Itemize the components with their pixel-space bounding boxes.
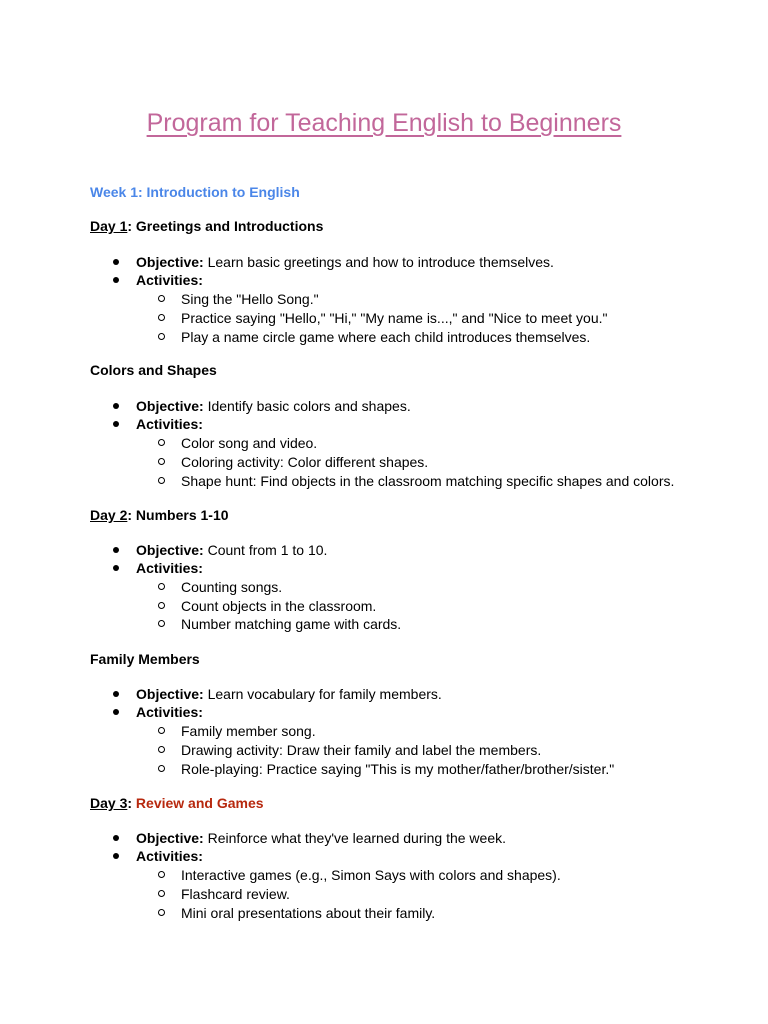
objective-item bbox=[136, 686, 442, 702]
bullet-icon bbox=[113, 277, 119, 283]
heading-separator: : bbox=[127, 795, 136, 811]
bullet-icon bbox=[113, 403, 119, 409]
day-label: Day 3 bbox=[90, 795, 128, 811]
objective-text: Identify basic colors and shapes. bbox=[203, 398, 411, 414]
objective-text: Reinforce what they've learned during the week. bbox=[203, 830, 506, 846]
section-heading-day-2 bbox=[90, 507, 229, 523]
bullet-icon bbox=[113, 259, 119, 265]
hollow-bullet-icon bbox=[158, 765, 165, 772]
objective-label: Objective: bbox=[136, 686, 204, 702]
bullet-icon bbox=[113, 421, 119, 427]
objective-item bbox=[136, 830, 506, 846]
hollow-bullet-icon bbox=[158, 458, 165, 465]
heading-title: Family Members bbox=[90, 651, 200, 667]
activities-label: Activities: bbox=[136, 704, 203, 720]
bullet-icon bbox=[113, 709, 119, 715]
activity-item: Count objects in the classroom. bbox=[181, 598, 377, 614]
heading-separator: : bbox=[127, 507, 136, 523]
hollow-bullet-icon bbox=[158, 583, 165, 590]
hollow-bullet-icon bbox=[158, 727, 165, 734]
activity-item: Mini oral presentations about their family. bbox=[181, 905, 436, 921]
hollow-bullet-icon bbox=[158, 871, 165, 878]
hollow-bullet-icon bbox=[158, 477, 165, 484]
hollow-bullet-icon bbox=[158, 602, 165, 609]
objective-item bbox=[136, 398, 411, 414]
heading-title: Greetings and Introductions bbox=[135, 218, 324, 234]
section-heading-colors-shapes bbox=[90, 362, 217, 378]
objective-item bbox=[136, 542, 327, 558]
objective-item bbox=[136, 254, 554, 270]
activity-item: Number matching game with cards. bbox=[181, 616, 402, 632]
activity-item: Color song and video. bbox=[181, 435, 318, 451]
heading-title: Colors and Shapes bbox=[90, 362, 217, 378]
heading-separator: : bbox=[127, 218, 136, 234]
activities-label: Activities: bbox=[136, 560, 203, 576]
objective-text: Learn vocabulary for family members. bbox=[203, 686, 442, 702]
activity-item: Drawing activity: Draw their family and label the members. bbox=[181, 742, 542, 758]
heading-title: Numbers 1-10 bbox=[135, 507, 229, 523]
activity-item: Coloring activity: Color different shapes. bbox=[181, 454, 429, 470]
objective-label: Objective: bbox=[136, 542, 204, 558]
section-heading-family-members bbox=[90, 651, 200, 667]
objective-label: Objective: bbox=[136, 830, 204, 846]
day-label: Day 2 bbox=[90, 507, 128, 523]
activity-item: Role-playing: Practice saying "This is my mother/father/brother/sister." bbox=[181, 761, 615, 777]
day-label: Day 1 bbox=[90, 218, 128, 234]
hollow-bullet-icon bbox=[158, 746, 165, 753]
objective-label: Objective: bbox=[136, 398, 204, 414]
objective-text: Learn basic greetings and how to introduce themselves. bbox=[203, 254, 554, 270]
activities-label: Activities: bbox=[136, 416, 203, 432]
activity-item: Shape hunt: Find objects in the classroom matching specific shapes and colors. bbox=[181, 473, 675, 489]
heading-title: Review and Games bbox=[135, 795, 264, 811]
hollow-bullet-icon bbox=[158, 890, 165, 897]
document-title: Program for Teaching English to Beginners bbox=[146, 109, 622, 137]
hollow-bullet-icon bbox=[158, 295, 165, 302]
bullet-icon bbox=[113, 853, 119, 859]
activity-item: Counting songs. bbox=[181, 579, 283, 595]
hollow-bullet-icon bbox=[158, 909, 165, 916]
activities-label: Activities: bbox=[136, 848, 203, 864]
hollow-bullet-icon bbox=[158, 314, 165, 321]
objective-label: Objective: bbox=[136, 254, 204, 270]
bullet-icon bbox=[113, 547, 119, 553]
hollow-bullet-icon bbox=[158, 620, 165, 627]
bullet-icon bbox=[113, 835, 119, 841]
activity-item: Interactive games (e.g., Simon Says with colors and shapes). bbox=[181, 867, 561, 883]
activities-label: Activities: bbox=[136, 272, 203, 288]
week-heading: Week 1: Introduction to English bbox=[90, 184, 300, 200]
hollow-bullet-icon bbox=[158, 333, 165, 340]
objective-text: Count from 1 to 10. bbox=[203, 542, 328, 558]
activity-item: Practice saying "Hello," "Hi," "My name is...," and "Nice to meet you." bbox=[181, 310, 608, 326]
activity-item: Play a name circle game where each child introduces themselves. bbox=[181, 329, 591, 345]
bullet-icon bbox=[113, 565, 119, 571]
bullet-icon bbox=[113, 691, 119, 697]
hollow-bullet-icon bbox=[158, 439, 165, 446]
activity-item: Sing the "Hello Song." bbox=[181, 291, 319, 307]
section-heading-day-1 bbox=[90, 218, 323, 234]
section-heading-day-3 bbox=[90, 795, 264, 811]
activity-item: Flashcard review. bbox=[181, 886, 290, 902]
activity-item: Family member song. bbox=[181, 723, 316, 739]
